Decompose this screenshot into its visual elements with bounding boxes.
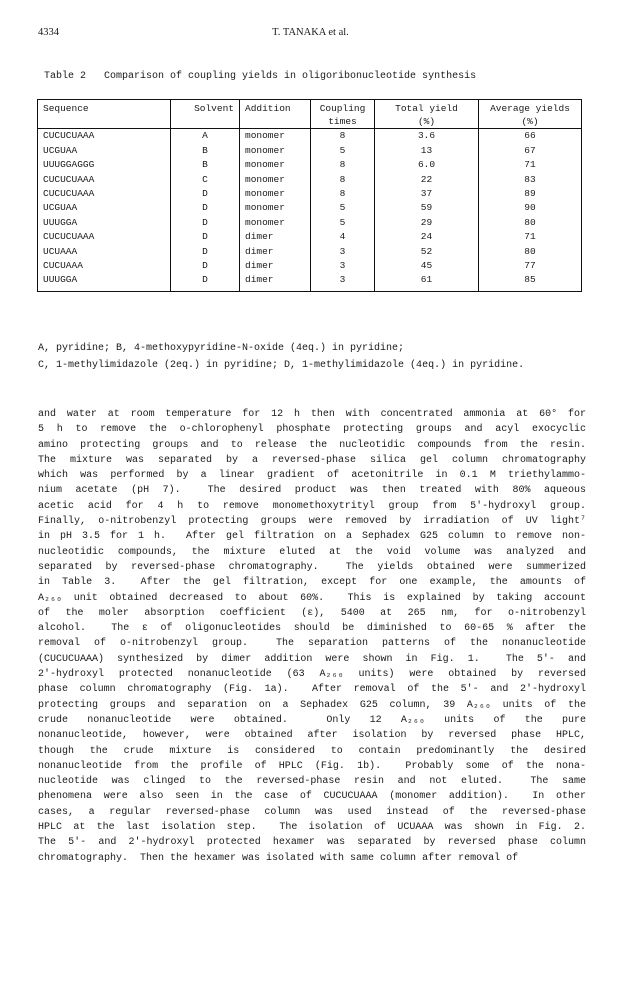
col-average-yields: Average yields — [479, 100, 582, 117]
cell-total-yield: 29 — [375, 216, 479, 230]
col-addition: Addition — [240, 100, 311, 117]
cell-sequence: UCGUAA — [38, 144, 171, 158]
body-text — [38, 407, 586, 866]
cell-coupling-times: 5 — [311, 144, 375, 158]
cell-addition: monomer — [240, 173, 311, 187]
cell-coupling-times: 4 — [311, 230, 375, 244]
cell-total-yield: 59 — [375, 201, 479, 215]
table-row — [38, 129, 582, 144]
cell-average-yield: 80 — [479, 245, 582, 259]
table-row — [38, 144, 582, 158]
cell-solvent: D — [171, 230, 240, 244]
body-line: phase column chromatography (Fig. 1a). After removal of the 5'- and 2'-hydroxyl — [38, 684, 586, 696]
cell-sequence: CUCUAAA — [38, 259, 171, 273]
table-row — [38, 158, 582, 172]
body-line: in pH 3.5 for 1 h. After gel filtration on a Sephadex G25 column to remove non- — [38, 531, 586, 543]
body-line: nucleotidic compounds, the mixture eluted at the void volume was analyzed and — [38, 546, 586, 558]
cell-sequence: CUCUCUAAA — [38, 129, 171, 144]
cell-sequence: UUUGGA — [38, 216, 171, 230]
table-footnote-1: A, pyridine; B, 4-methoxypyridine-N-oxide (4eq.) in pyridine; — [38, 343, 405, 354]
cell-total-yield: 6.0 — [375, 158, 479, 172]
cell-solvent: D — [171, 273, 240, 291]
col-total-yield: Total yield — [375, 100, 479, 117]
cell-coupling-times: 5 — [311, 201, 375, 215]
cell-addition: dimer — [240, 245, 311, 259]
cell-solvent: D — [171, 187, 240, 201]
body-line: protecting groups and separation on a Sephadex G25 column, 39 A₂₆₀ units of the — [38, 699, 586, 711]
table-row — [38, 216, 582, 230]
body-line: 5 h to remove the o-chlorophenyl phosphate protecting groups and acyl exocyclic — [38, 424, 586, 436]
col-solvent: Solvent — [171, 100, 240, 117]
cell-sequence: UUUGGAGGG — [38, 158, 171, 172]
cell-average-yield: 80 — [479, 216, 582, 230]
body-line: phenomena were also seen in the case of CUCUCUAAA (monomer addition). In other — [38, 791, 586, 803]
body-line: A₂₆₀ unit obtained decreased to about 60%. This is explained by taking account — [38, 592, 586, 604]
col-sequence: Sequence — [38, 100, 171, 117]
cell-coupling-times: 8 — [311, 187, 375, 201]
cell-average-yield: 89 — [479, 187, 582, 201]
table-footnote-2: C, 1-methylimidazole (2eq.) in pyridine; D, 1-methylimidazole (4eq.) in pyridine. — [38, 360, 525, 371]
cell-solvent: D — [171, 259, 240, 273]
cell-solvent: D — [171, 201, 240, 215]
body-line: which was performed by a linear gradient of acetonitrile in 0.1 M triethylammo- — [38, 470, 586, 482]
cell-addition: monomer — [240, 216, 311, 230]
cell-average-yield: 67 — [479, 144, 582, 158]
table-header-subrow — [38, 116, 582, 129]
cell-solvent: B — [171, 144, 240, 158]
page-header — [38, 27, 583, 43]
body-line: though the crude mixture is considered to contain predominantly the desired — [38, 745, 586, 757]
table-row — [38, 259, 582, 273]
cell-average-yield: 71 — [479, 158, 582, 172]
cell-coupling-times: 8 — [311, 173, 375, 187]
table-header-row — [38, 100, 582, 117]
cell-average-yield: 66 — [479, 129, 582, 144]
running-head-authors: T. TANAKA et al. — [272, 27, 349, 38]
body-line: 2'-hydroxyl protected nonanucleotide (63 A₂₆₀ units) were obtained by reversed — [38, 669, 586, 681]
col-total-yield-unit: (%) — [375, 116, 479, 129]
cell-addition: monomer — [240, 144, 311, 158]
cell-addition: monomer — [240, 158, 311, 172]
body-line: in Table 3. After the gel filtration, except for one example, the amounts of — [38, 577, 586, 589]
cell-solvent: C — [171, 173, 240, 187]
body-line: and water at room temperature for 12 h then with concentrated ammonia at 60° for — [38, 409, 586, 420]
body-line: nonanucleotide from the profile of HPLC (Fig. 1b). Probably some of the nona- — [38, 760, 586, 772]
cell-solvent: B — [171, 158, 240, 172]
body-line: acetic acid for 4 h to remove monomethoxytrityl group from 5'-hydroxyl group. — [38, 500, 586, 512]
cell-coupling-times: 8 — [311, 129, 375, 144]
cell-coupling-times: 3 — [311, 245, 375, 259]
cell-coupling-times: 5 — [311, 216, 375, 230]
body-line: Finally, o-nitrobenzyl protecting groups were removed by irradiation of UV light⁷ — [38, 516, 586, 528]
cell-solvent: D — [171, 216, 240, 230]
body-line: chromatography. Then the hexamer was isolated with same column after removal of — [38, 852, 519, 864]
col-average-yields-unit: (%) — [479, 116, 582, 129]
cell-coupling-times: 8 — [311, 158, 375, 172]
cell-total-yield: 45 — [375, 259, 479, 273]
body-line: nium acetate (pH 7). The desired product was then treated with 80% aqueous — [38, 485, 586, 497]
cell-addition: dimer — [240, 273, 311, 291]
table-caption: Table 2 Comparison of coupling yields in oligoribonucleotide synthesis — [44, 71, 477, 82]
cell-solvent: A — [171, 129, 240, 144]
table-row — [38, 201, 582, 215]
cell-total-yield: 52 — [375, 245, 479, 259]
body-line: The mixture was separated by a reversed-phase silica gel column chromatography — [38, 454, 586, 466]
cell-total-yield: 13 — [375, 144, 479, 158]
cell-addition: dimer — [240, 259, 311, 273]
table-row — [38, 273, 582, 291]
body-line: nucleotide was clinged to the reversed-phase resin and not eluted. The same — [38, 776, 586, 788]
cell-total-yield: 37 — [375, 187, 479, 201]
coupling-yields-table — [37, 99, 582, 292]
cell-sequence: UCGUAA — [38, 201, 171, 215]
cell-total-yield: 61 — [375, 273, 479, 291]
cell-addition: monomer — [240, 201, 311, 215]
table-row — [38, 245, 582, 259]
cell-average-yield: 85 — [479, 273, 582, 291]
cell-sequence: UUUGGA — [38, 273, 171, 291]
cell-average-yield: 77 — [479, 259, 582, 273]
body-line: separated by reversed-phase chromatography. The yields obtained were summerized — [38, 561, 586, 573]
cell-coupling-times: 3 — [311, 273, 375, 291]
cell-average-yield: 71 — [479, 230, 582, 244]
page-number: 4334 — [38, 27, 59, 38]
cell-coupling-times: 3 — [311, 259, 375, 273]
body-line: HPLC at the last isolation step. The isolation of UCUAAA was shown in Fig. 2. — [38, 822, 586, 834]
cell-average-yield: 90 — [479, 201, 582, 215]
body-line: crude nonanucleotide were obtained. Only 12 A₂₆₀ units of the pure — [38, 714, 586, 726]
cell-sequence: CUCUCUAAA — [38, 230, 171, 244]
body-line: alcohol. The ε of oligonucleotides should be diminished to 60-65 % after the — [38, 623, 586, 635]
cell-sequence: CUCUCUAAA — [38, 173, 171, 187]
cell-addition: dimer — [240, 230, 311, 244]
body-line: The 5'- and 2'-hydroxyl protected hexamer was separated by reversed phase column — [38, 837, 586, 849]
cell-addition: monomer — [240, 187, 311, 201]
cell-sequence: CUCUCUAAA — [38, 187, 171, 201]
col-coupling: Coupling — [311, 100, 375, 117]
body-line: cases, a regular reversed-phase column was used instead of the reversed-phase — [38, 806, 586, 818]
cell-average-yield: 83 — [479, 173, 582, 187]
body-line: nonanucleotide, however, were obtained after isolation by reversed phase HPLC, — [38, 730, 586, 742]
cell-total-yield: 22 — [375, 173, 479, 187]
cell-sequence: UCUAAA — [38, 245, 171, 259]
body-line: of the moler absorption coefficient (ε), 5400 at 265 nm, for o-nitrobenzyl — [38, 607, 586, 619]
col-coupling-unit: times — [311, 116, 375, 129]
body-line: (CUCUCUAAA) synthesized by dimer addition were shown in Fig. 1. The 5'- and — [38, 653, 586, 665]
cell-total-yield: 3.6 — [375, 129, 479, 144]
cell-total-yield: 24 — [375, 230, 479, 244]
cell-solvent: D — [171, 245, 240, 259]
body-line: removal of o-nitrobenzyl group. The separation patterns of the nonanucleotide — [38, 638, 586, 650]
cell-addition: monomer — [240, 129, 311, 144]
table-row — [38, 187, 582, 201]
table-row — [38, 173, 582, 187]
table-row — [38, 230, 582, 244]
body-line: amino protecting groups and to release the nucleotidic compounds from the resin. — [38, 439, 586, 451]
